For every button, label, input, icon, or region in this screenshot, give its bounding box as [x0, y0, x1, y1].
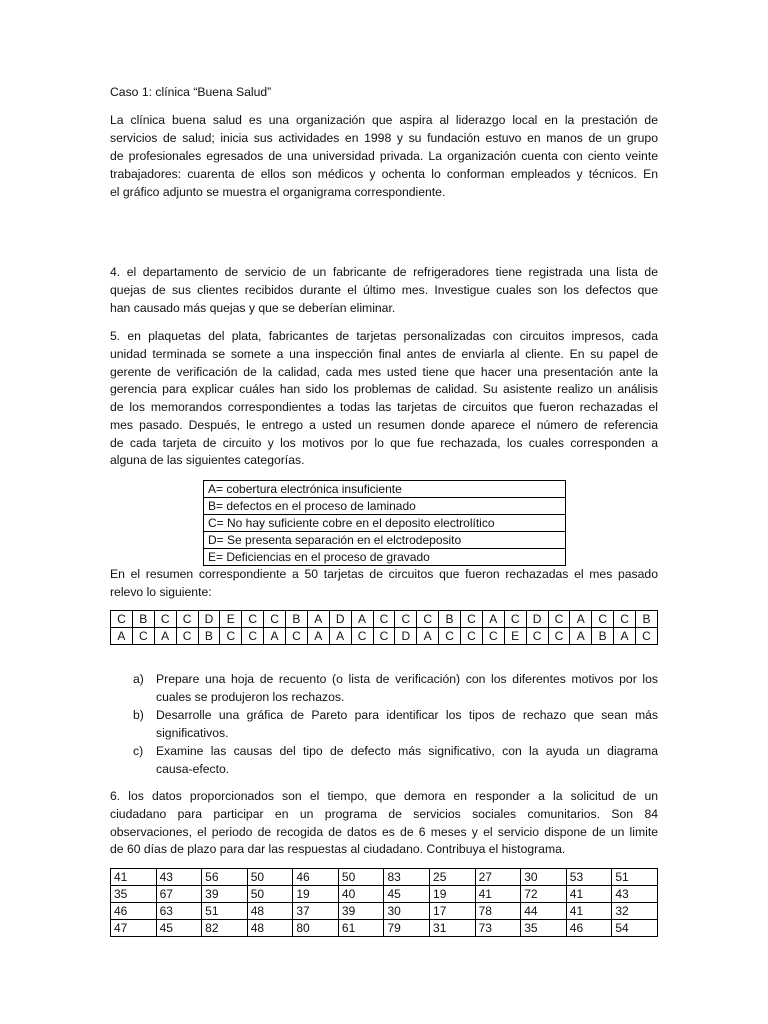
sequence-cell: B [592, 628, 614, 645]
observation-cell: 41 [566, 903, 612, 920]
sequence-cell: C [373, 628, 395, 645]
problem-6-line: de 60 días de plazo para dar las respuestas al ciudadano. Contribuya el histograma. [110, 842, 566, 856]
sequence-cell: A [417, 628, 439, 645]
sequence-cell: E [220, 611, 242, 628]
task-line: Examine las causas del tipo de defecto más significativo, con la ayuda un diagrama [156, 744, 658, 758]
caso1-title: Caso 1: clínica “Buena Salud” [110, 85, 272, 99]
category-cell: D= Se presenta separación en el elctrodeposito [204, 532, 566, 549]
caso1-line: el gráfico adjunto se muestra el organigrama correspondiente. [110, 185, 446, 199]
category-cell: C= No hay suficiente cobre en el deposito electrolítico [204, 515, 566, 532]
observation-cell: 31 [430, 920, 476, 937]
observation-cell: 54 [612, 920, 658, 937]
problem-6-line: 6. los datos proporcionados son el tiempo, que demora en responder a la solicitud de un [110, 789, 658, 803]
sequence-cell: B [198, 628, 220, 645]
caso1-line: trabajadores: cuarenta de ellos son médicos y ochenta lo conforman empleados y técnicos. En [110, 167, 658, 181]
sequence-cell: C [482, 628, 504, 645]
caso1-line: servicios de salud; inicia sus actividades en 1998 y su fundación estuvo en manos de un grupo [110, 131, 658, 145]
sequence-cell: C [417, 611, 439, 628]
task-line: significativos. [156, 726, 229, 740]
observation-cell: 83 [384, 869, 430, 886]
sequence-cell: C [373, 611, 395, 628]
problem-6-line: observaciones, el periodo de recogida de datos es de 6 meses y el servicio dispone de un limite [110, 825, 658, 839]
observation-cell: 72 [521, 886, 567, 903]
observation-cell: 32 [612, 903, 658, 920]
table-row [204, 481, 566, 498]
observation-cell: 46 [566, 920, 612, 937]
sequence-cell: A [351, 611, 373, 628]
table-row [204, 549, 566, 566]
sequence-cell: C [526, 628, 548, 645]
sequence-cell: C [461, 628, 483, 645]
sequence-cell: C [548, 611, 570, 628]
category-cell: E= Deficiencias en el proceso de gravado [204, 549, 566, 566]
observation-cell: 48 [247, 903, 293, 920]
table-row [111, 869, 658, 886]
observation-cell: 53 [566, 869, 612, 886]
sequence-cell: C [264, 611, 286, 628]
sequence-cell: B [132, 611, 154, 628]
observation-cell: 19 [293, 886, 339, 903]
problem-4-line: 4. el departamento de servicio de un fabricante de refrigeradores tiene registrada una lista de [110, 265, 658, 279]
observation-cell: 51 [202, 903, 248, 920]
task-line: causa-efecto. [156, 762, 230, 776]
table-row [111, 886, 658, 903]
observation-cell: 41 [475, 886, 521, 903]
observation-cell: 45 [156, 920, 202, 937]
problem-5-line: alguna de las siguientes categorías. [110, 453, 305, 467]
observation-cell: 39 [338, 903, 384, 920]
observation-cell: 19 [430, 886, 476, 903]
observation-cell: 47 [111, 920, 157, 937]
problem-5-line: de cada tarjeta de circuito y los motivos por lo que fue rechazada, los cuales corresponden a [110, 436, 658, 450]
sequence-cell: C [461, 611, 483, 628]
sequence-cell: D [329, 611, 351, 628]
category-cell: B= defectos en el proceso de laminado [204, 498, 566, 515]
histogram-data-table [110, 868, 658, 937]
table-row [204, 498, 566, 515]
observation-cell: 48 [247, 920, 293, 937]
sequence-cell: A [570, 628, 592, 645]
observation-cell: 35 [111, 886, 157, 903]
sequence-cell: C [351, 628, 373, 645]
problem-5-line: unidad terminada se somete a una inspección final antes de enviarla al cliente. En su papel de [110, 347, 658, 361]
observation-cell: 50 [338, 869, 384, 886]
observation-cell: 37 [293, 903, 339, 920]
observation-cell: 46 [293, 869, 339, 886]
problem-5-line: de los memorandos correspondientes a todas las tarjetas de circuitos que fueron rechazadas el [110, 400, 658, 414]
sequence-cell: D [526, 611, 548, 628]
observation-cell: 40 [338, 886, 384, 903]
sequence-cell: C [395, 611, 417, 628]
observation-cell: 45 [384, 886, 430, 903]
sequence-cell: A [329, 628, 351, 645]
observation-cell: 41 [566, 886, 612, 903]
observation-cell: 50 [247, 886, 293, 903]
sequence-cell: C [592, 611, 614, 628]
task-line: Prepare una hoja de recuento (o lista de verificación) con los diferentes motivos por los [156, 672, 658, 686]
sequence-cell: C [176, 628, 198, 645]
sequence-cell: A [111, 628, 133, 645]
observation-cell: 44 [521, 903, 567, 920]
sequence-cell: C [614, 611, 636, 628]
task-marker: c) [133, 744, 144, 758]
observation-cell: 39 [202, 886, 248, 903]
problem-4-line: quejas de sus clientes recibidos durante el último mes. Investigue cuales son los defectos que [110, 283, 658, 297]
problem-5-line: 5. en plaquetas del plata, fabricantes de tarjetas personalizadas con circuitos impresos, cada [110, 329, 658, 343]
sequence-cell: A [482, 611, 504, 628]
sequence-cell: B [636, 611, 658, 628]
observation-cell: 43 [156, 869, 202, 886]
sequence-cell: B [286, 611, 308, 628]
sequence-cell: A [307, 628, 329, 645]
observation-cell: 79 [384, 920, 430, 937]
sequence-cell: C [548, 628, 570, 645]
sequence-cell: A [614, 628, 636, 645]
table-row [111, 920, 658, 937]
sequence-cell: A [264, 628, 286, 645]
sequence-cell: C [132, 628, 154, 645]
task-line: cuales se produjeron los rechazos. [156, 690, 345, 704]
problem-5-line: gerente de verificación de la calidad, cada mes usted tiene que hacer una presentación ante la [110, 365, 658, 379]
table-row [111, 628, 658, 645]
rejection-sequence-table [110, 610, 658, 645]
observation-cell: 82 [202, 920, 248, 937]
task-marker: b) [133, 708, 144, 722]
observation-cell: 27 [475, 869, 521, 886]
sequence-cell: A [154, 628, 176, 645]
sequence-cell: C [286, 628, 308, 645]
observation-cell: 61 [338, 920, 384, 937]
table-row [204, 515, 566, 532]
sequence-cell: A [307, 611, 329, 628]
observation-cell: 25 [430, 869, 476, 886]
observation-cell: 35 [521, 920, 567, 937]
sequence-cell: C [111, 611, 133, 628]
sequence-cell: C [636, 628, 658, 645]
observation-cell: 41 [111, 869, 157, 886]
sequence-cell: C [242, 628, 264, 645]
sequence-cell: C [504, 611, 526, 628]
category-cell: A= cobertura electrónica insuficiente [204, 481, 566, 498]
sequence-cell: C [176, 611, 198, 628]
observation-cell: 63 [156, 903, 202, 920]
categories-table [203, 480, 566, 566]
observation-cell: 30 [384, 903, 430, 920]
observation-cell: 80 [293, 920, 339, 937]
task-line: Desarrolle una gráfica de Pareto para identificar los tipos de rechazo que sean más [156, 708, 658, 722]
problem-4-line: han causado más quejas y que se deberían eliminar. [110, 301, 396, 315]
sequence-cell: C [154, 611, 176, 628]
problem-6-line: ciudadano para participar en un programa de servicios sociales comunitarios. Son 84 [110, 807, 658, 821]
sequence-cell: D [395, 628, 417, 645]
caso1-line: de profesionales egresados de una universidad privada. La organización cuenta con ciento veinte [110, 149, 658, 163]
sequence-cell: C [220, 628, 242, 645]
observation-cell: 67 [156, 886, 202, 903]
observation-cell: 17 [430, 903, 476, 920]
table-row [204, 532, 566, 549]
observation-cell: 73 [475, 920, 521, 937]
problem-5-line: mes pasado. Después, le entrego a usted un resumen donde aparece el número de referencia [110, 418, 658, 432]
observation-cell: 43 [612, 886, 658, 903]
observation-cell: 78 [475, 903, 521, 920]
observation-cell: 56 [202, 869, 248, 886]
sequence-cell: D [198, 611, 220, 628]
table-row [111, 903, 658, 920]
problem-5-line: gerencia para explicar cuáles han sido los problemas de calidad. Su asistente realizo un análisis [110, 382, 658, 396]
summary-line: relevo lo siguiente: [110, 585, 212, 599]
observation-cell: 30 [521, 869, 567, 886]
observation-cell: 50 [247, 869, 293, 886]
table-row [111, 611, 658, 628]
sequence-cell: A [570, 611, 592, 628]
observation-cell: 46 [111, 903, 157, 920]
sequence-cell: C [242, 611, 264, 628]
task-marker: a) [133, 672, 144, 686]
sequence-cell: B [439, 611, 461, 628]
sequence-cell: C [439, 628, 461, 645]
sequence-cell: E [504, 628, 526, 645]
observation-cell: 51 [612, 869, 658, 886]
summary-line: En el resumen correspondiente a 50 tarjetas de circuitos que fueron rechazadas el mes pasado [110, 567, 658, 581]
caso1-line: La clínica buena salud es una organización que aspira al liderazgo local en la prestación de [110, 113, 658, 127]
